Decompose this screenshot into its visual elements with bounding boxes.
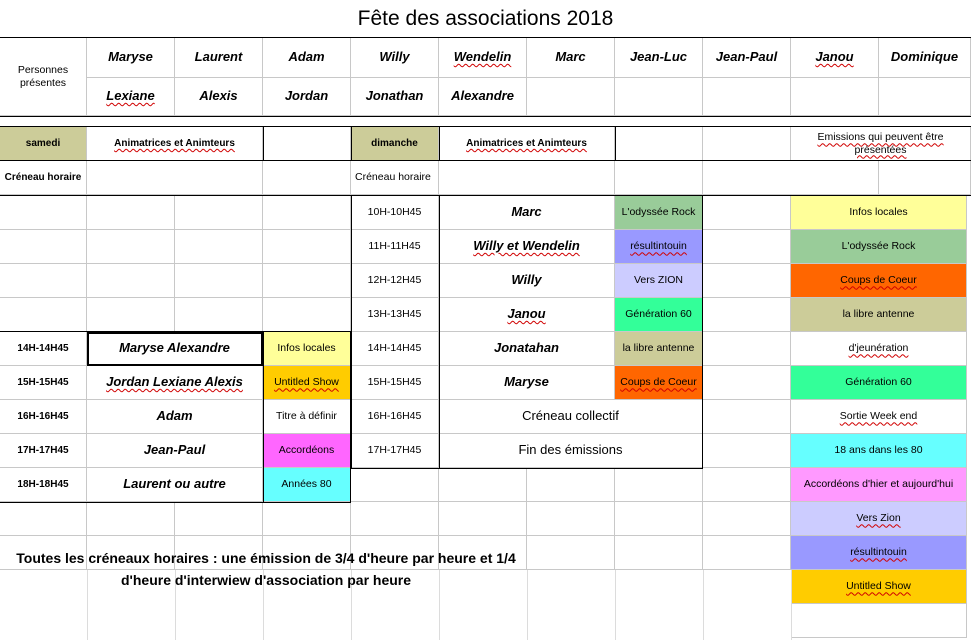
slot-show-text: Accordéons <box>278 444 335 457</box>
emission-item-text: Untitled Show <box>846 580 911 593</box>
slot-time[interactable] <box>0 366 87 400</box>
person-name[interactable] <box>615 38 703 78</box>
border-line <box>263 127 264 161</box>
emission-item[interactable] <box>791 536 967 570</box>
person-name[interactable] <box>439 78 527 116</box>
slot-time[interactable] <box>0 400 87 434</box>
slot-show[interactable] <box>615 298 703 332</box>
slot-hosts[interactable] <box>439 366 615 400</box>
border-line <box>439 196 440 468</box>
emission-item[interactable] <box>791 400 967 434</box>
slot-time[interactable] <box>351 298 439 332</box>
person-name-text: Alexandre <box>451 88 514 104</box>
person-name[interactable] <box>527 38 615 78</box>
empty-cell[interactable] <box>703 196 791 230</box>
empty-cell[interactable] <box>175 502 263 536</box>
slot-time[interactable] <box>0 468 87 502</box>
slot-show[interactable] <box>263 366 351 400</box>
team-label-dimanche[interactable] <box>439 127 615 161</box>
slot-show-text: Untitled Show <box>274 376 339 389</box>
empty-cell[interactable] <box>175 298 263 332</box>
slot-show-text: Coups de Coeur <box>620 376 697 389</box>
person-name[interactable] <box>703 78 791 116</box>
slot-hosts-text: Marc <box>511 204 542 220</box>
person-name[interactable] <box>263 78 351 116</box>
empty-cell[interactable] <box>703 332 791 366</box>
personnes-label-text: Personnes présentes <box>17 64 69 89</box>
person-name-text: Maryse <box>108 49 153 65</box>
grid-line <box>615 570 616 640</box>
empty-cell[interactable] <box>175 230 263 264</box>
border-line <box>702 196 703 468</box>
slot-hosts-text: Maryse <box>504 374 549 390</box>
creneau-label-samedi[interactable] <box>0 161 87 195</box>
slot-time[interactable] <box>351 196 439 230</box>
empty-cell[interactable] <box>87 196 175 230</box>
slot-time-text: 18H-18H45 <box>17 478 69 490</box>
border-line <box>0 195 971 196</box>
empty-cell[interactable] <box>0 502 87 536</box>
person-name[interactable] <box>87 38 175 78</box>
slot-show[interactable] <box>615 366 703 400</box>
day-label-samedi-text: samedi <box>25 137 61 149</box>
creneau-label-dimanche-text: Créneau horaire <box>355 171 431 184</box>
empty-cell[interactable] <box>703 161 879 195</box>
border-line <box>0 160 971 161</box>
personnes-label[interactable] <box>0 38 87 116</box>
team-label-samedi[interactable] <box>87 127 263 161</box>
emission-item-text: 18 ans dans les 80 <box>834 444 923 457</box>
empty-cell[interactable] <box>527 468 615 502</box>
day-label-samedi[interactable] <box>0 127 87 161</box>
empty-cell[interactable] <box>439 502 527 536</box>
slot-time[interactable] <box>351 264 439 298</box>
person-name-text: Jean-Luc <box>629 49 688 65</box>
slot-time[interactable] <box>0 434 87 468</box>
slot-collective-text: Créneau collectif <box>522 408 619 424</box>
slot-time[interactable] <box>351 434 439 468</box>
slot-show[interactable] <box>263 434 351 468</box>
slot-time-text: 15H-15H45 <box>17 376 69 388</box>
empty-cell[interactable] <box>0 196 87 230</box>
slot-show-text: Années 80 <box>281 478 332 491</box>
empty-cell[interactable] <box>615 127 703 161</box>
person-name[interactable] <box>175 78 263 116</box>
empty-cell[interactable] <box>87 264 175 298</box>
person-name-text: Lexiane <box>106 88 155 104</box>
team-label-dimanche-text: Animatrices et Animteurs <box>466 137 587 149</box>
slot-time-text: 12H-12H45 <box>367 274 422 287</box>
team-label-samedi-text: Animatrices et Animteurs <box>114 137 235 149</box>
person-name[interactable] <box>351 78 439 116</box>
empty-cell[interactable] <box>263 502 351 536</box>
empty-cell[interactable] <box>615 468 703 502</box>
empty-cell[interactable] <box>703 298 791 332</box>
emission-item[interactable] <box>791 434 967 468</box>
slot-hosts[interactable] <box>87 434 263 468</box>
slot-time[interactable] <box>0 332 87 366</box>
slot-time[interactable] <box>351 332 439 366</box>
person-name-text: Laurent <box>194 49 243 65</box>
slot-time-text: 17H-17H45 <box>17 444 69 456</box>
person-name-text: Marc <box>555 49 586 65</box>
emission-item[interactable] <box>791 264 967 298</box>
slot-hosts[interactable] <box>439 196 615 230</box>
slot-show[interactable] <box>263 468 351 502</box>
border-line <box>263 332 264 502</box>
empty-cell[interactable] <box>263 264 351 298</box>
border-line <box>615 127 616 161</box>
slot-show-text: résultintouin <box>630 240 687 253</box>
selected-cell-outline <box>87 332 263 366</box>
slot-time-text: 16H-16H45 <box>367 410 422 423</box>
person-name-text: Jean-Paul <box>715 49 778 65</box>
slot-show-text: Titre à définir <box>276 410 337 423</box>
day-label-dimanche[interactable] <box>351 127 439 161</box>
empty-cell[interactable] <box>703 264 791 298</box>
empty-cell[interactable] <box>703 468 791 502</box>
page-title: Fête des associations 2018 <box>357 7 614 30</box>
emission-item-text: Génération 60 <box>845 376 912 389</box>
border-line <box>351 468 703 469</box>
empty-cell[interactable] <box>703 434 791 468</box>
empty-cell[interactable] <box>439 468 527 502</box>
emission-item-text: Coups de Coeur <box>840 274 917 287</box>
person-name[interactable] <box>87 78 175 116</box>
slot-show[interactable] <box>263 400 351 434</box>
empty-cell[interactable] <box>175 264 263 298</box>
slot-hosts-text: Jean-Paul <box>143 442 206 458</box>
empty-cell[interactable] <box>439 161 615 195</box>
border-line <box>0 126 971 127</box>
emission-item-text: Vers Zion <box>856 512 901 525</box>
grid-line <box>703 570 704 640</box>
person-name[interactable] <box>791 38 879 78</box>
slot-hosts[interactable] <box>439 230 615 264</box>
slot-hosts[interactable] <box>87 468 263 502</box>
footnote: Toutes les créneaux horaires : une émission de 3/4 d'heure par heure et 1/4 d'heure d'interwiew d'association par heure <box>16 550 516 588</box>
emissions-heading-text: Emissions qui peuvent être présentées <box>817 131 944 156</box>
creneau-label-dimanche[interactable] <box>351 161 439 195</box>
grid-line <box>527 570 528 640</box>
slot-time-text: 11H-11H45 <box>368 240 421 253</box>
empty-cell[interactable] <box>0 264 87 298</box>
person-name[interactable] <box>175 38 263 78</box>
empty-cell[interactable] <box>263 196 351 230</box>
slot-show[interactable] <box>263 332 351 366</box>
emission-item[interactable] <box>791 298 967 332</box>
emission-item-text: L'odyssée Rock <box>841 240 916 253</box>
empty-cell[interactable] <box>703 230 791 264</box>
person-name[interactable] <box>351 38 439 78</box>
empty-cell[interactable] <box>703 502 791 536</box>
slot-time-text: 17H-17H45 <box>367 444 422 457</box>
emission-item-text: d'jeunération <box>848 342 909 355</box>
emission-item[interactable] <box>791 502 967 536</box>
person-name[interactable] <box>879 38 971 78</box>
emission-item-text: la libre antenne <box>842 308 915 321</box>
emission-item[interactable] <box>791 332 967 366</box>
slot-hosts-text: Adam <box>156 408 193 424</box>
slot-hosts-text: Jonatahan <box>493 340 559 356</box>
emission-item-text: Sortie Week end <box>839 410 918 423</box>
emission-item[interactable] <box>791 366 967 400</box>
slot-collective[interactable] <box>439 434 703 468</box>
slot-show-text: Infos locales <box>277 342 336 355</box>
slot-time-text: 16H-16H45 <box>17 410 69 422</box>
emissions-heading[interactable] <box>791 127 971 161</box>
empty-cell[interactable] <box>615 536 703 570</box>
empty-cell[interactable] <box>351 502 439 536</box>
border-line <box>351 196 352 468</box>
person-name[interactable] <box>879 78 971 116</box>
empty-cell[interactable] <box>879 161 971 195</box>
slot-show[interactable] <box>615 332 703 366</box>
emission-item-text: Accordéons d'hier et aujourd'hui <box>803 478 954 491</box>
empty-cell[interactable] <box>87 298 175 332</box>
empty-cell[interactable] <box>615 161 703 195</box>
emission-item[interactable] <box>791 468 967 502</box>
slot-time[interactable] <box>351 400 439 434</box>
empty-cell[interactable] <box>615 502 703 536</box>
empty-cell[interactable] <box>263 230 351 264</box>
slot-show-text: Génération 60 <box>625 308 692 321</box>
empty-cell[interactable] <box>87 502 175 536</box>
slot-hosts[interactable] <box>439 264 615 298</box>
emission-item-text: Infos locales <box>849 206 908 219</box>
person-name-text: Janou <box>815 49 854 65</box>
empty-cell[interactable] <box>87 230 175 264</box>
border-line <box>0 116 971 117</box>
person-name-text: Wendelin <box>453 49 512 65</box>
empty-cell[interactable] <box>263 161 351 195</box>
grid-line <box>791 570 792 640</box>
slot-time[interactable] <box>351 366 439 400</box>
person-name[interactable] <box>703 38 791 78</box>
slot-hosts-text: Janou <box>507 306 546 322</box>
slot-time-text: 14H-14H45 <box>367 342 422 355</box>
person-name[interactable] <box>263 38 351 78</box>
slot-time-text: 13H-13H45 <box>367 308 422 321</box>
empty-cell[interactable] <box>527 536 615 570</box>
person-name[interactable] <box>527 78 615 116</box>
creneau-label-samedi-text: Créneau horaire <box>4 171 82 183</box>
emission-item[interactable] <box>791 570 967 604</box>
border-line <box>439 127 440 161</box>
empty-cell[interactable] <box>703 127 791 161</box>
person-name[interactable] <box>615 78 703 116</box>
empty-cell[interactable] <box>791 604 967 638</box>
person-name-text: Dominique <box>890 49 959 65</box>
person-name-text: Adam <box>288 49 325 65</box>
empty-cell[interactable] <box>0 230 87 264</box>
person-name-text: Jordan <box>284 88 329 104</box>
empty-cell[interactable] <box>703 366 791 400</box>
slot-show-text: L'odyssée Rock <box>621 206 696 219</box>
empty-cell[interactable] <box>263 127 351 161</box>
slot-hosts[interactable] <box>87 400 263 434</box>
slot-hosts[interactable] <box>87 366 263 400</box>
emission-item-text: résultintouin <box>850 546 907 559</box>
empty-cell[interactable] <box>703 400 791 434</box>
empty-cell[interactable] <box>263 298 351 332</box>
slot-time-text: 15H-15H45 <box>367 376 422 389</box>
slot-hosts[interactable] <box>439 332 615 366</box>
person-name-text: Willy <box>379 49 410 65</box>
slot-hosts[interactable] <box>439 298 615 332</box>
slot-time-text: 14H-14H45 <box>17 342 69 354</box>
slot-hosts-text: Willy et Wendelin <box>473 238 580 254</box>
emission-item[interactable] <box>791 230 967 264</box>
border-line <box>0 502 351 503</box>
slot-show[interactable] <box>615 230 703 264</box>
slot-hosts-text: Jordan Lexiane Alexis <box>106 374 243 390</box>
day-label-dimanche-text: dimanche <box>371 137 418 149</box>
emission-item[interactable] <box>791 196 967 230</box>
slot-show[interactable] <box>615 264 703 298</box>
slot-hosts-text: Laurent ou autre <box>123 476 226 492</box>
slot-time[interactable] <box>351 230 439 264</box>
slot-show-text: la libre antenne <box>622 342 695 355</box>
slot-show[interactable] <box>615 196 703 230</box>
slot-collective-text: Fin des émissions <box>518 442 623 458</box>
slot-hosts-text: Maryse Alexandre <box>119 340 230 356</box>
person-name-text: Alexis <box>199 88 238 104</box>
person-name-text: Jonathan <box>365 88 424 104</box>
empty-cell[interactable] <box>351 468 439 502</box>
border-line <box>351 127 352 161</box>
slot-show-text: Vers ZION <box>633 274 683 287</box>
slot-collective[interactable] <box>439 400 703 434</box>
empty-cell[interactable] <box>0 298 87 332</box>
empty-cell[interactable] <box>87 161 263 195</box>
slot-time-text: 10H-10H45 <box>367 206 422 219</box>
empty-cell[interactable] <box>175 196 263 230</box>
empty-cell[interactable] <box>527 502 615 536</box>
person-name[interactable] <box>791 78 879 116</box>
empty-cell[interactable] <box>703 536 791 570</box>
person-name[interactable] <box>439 38 527 78</box>
slot-hosts-text: Willy <box>511 272 542 288</box>
